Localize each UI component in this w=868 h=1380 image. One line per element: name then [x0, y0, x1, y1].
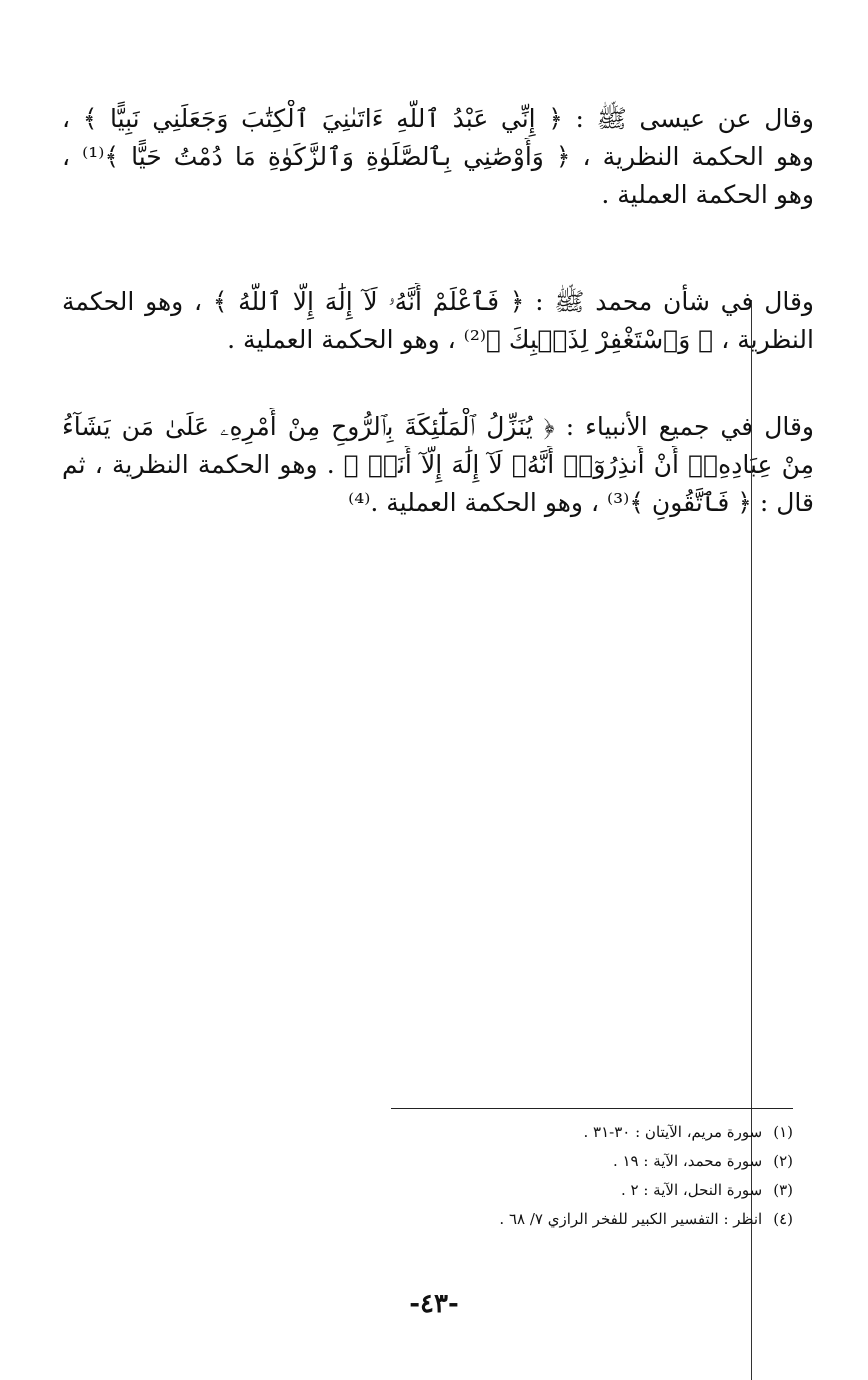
footnote-item: [391, 1147, 793, 1176]
text-line: وقال في شأن محمد ﷺ : ﴿ فَٱعْلَمْ أَنَّهُۥ لَآ إِلَٰهَ إِلَّا ٱللَّهُ ﴾ ، وهو الحكمة: [62, 287, 814, 316]
text-line: وهو الحكمة العملية .: [601, 180, 814, 209]
footnote-text: سورة محمد، الآية : ١٩ .: [612, 1152, 763, 1170]
footnote-item: [391, 1176, 793, 1205]
text-line: قال : ﴿ فَٱتَّقُونِ ﴾⁽³⁾ ، وهو الحكمة العملية .⁽⁴⁾: [348, 488, 814, 517]
footnote-separator: [391, 1108, 793, 1109]
footnote-number: (٣): [773, 1181, 793, 1199]
page-number: -٤٣-: [409, 1289, 459, 1319]
footnote-text: انظر : التفسير الكبير للفخر الرازي ٧/ ٦٨ .: [499, 1210, 763, 1228]
footnote-item: [391, 1205, 793, 1234]
footnote-number: (٤): [773, 1210, 793, 1228]
text-line: وهو الحكمة النظرية ، ﴿ وَأَوْصَٰنِي بِٱلصَّلَوٰةِ وَٱلزَّكَوٰةِ مَا دُمْتُ حَيًّا ﴾⁽¹⁾ ،: [62, 142, 814, 171]
paragraph-isa: [62, 100, 814, 214]
footnote-number: (٢): [773, 1152, 793, 1170]
footnotes: [391, 1118, 793, 1234]
text-line: وقال في جميع الأنبياء : ﴿ يُنَزِّلُ ٱلْمَلَٰٓئِكَةَ بِٱلرُّوحِ مِنْ أَمْرِهِۦ عَلَىٰ مَن يَشَآءُ: [62, 412, 814, 441]
footnote-text: سورة النحل، الآية : ٢ .: [620, 1181, 763, 1199]
footnote-text: سورة مريم، الآيتان : ٣٠-٣١ .: [583, 1123, 763, 1141]
paragraph-prophets: [62, 408, 814, 522]
text-line: مِنْ عِبَادِهِۦٓ أَنْ أَنذِرُوٓا۟ أَنَّهُۥ لَآ إِلَٰهَ إِلَّآ أَنَا۠ ﴾ . وهو الحكمة النظرية ، ثم: [62, 450, 814, 479]
footnote-number: (١): [773, 1123, 793, 1141]
text-line: وقال عن عيسى ﷺ : ﴿ إِنِّي عَبْدُ ٱللَّهِ ءَاتَىٰنِيَ ٱلْكِتَٰبَ وَجَعَلَنِي نَبِيًّا ﴾ ،: [62, 104, 814, 133]
text-line: النظرية ، ﴿ وَٱسْتَغْفِرْ لِذَنۢبِكَ ﴾⁽²⁾ ، وهو الحكمة العملية .: [227, 325, 814, 354]
paragraph-muhammad: [62, 283, 814, 359]
footnote-item: [391, 1118, 793, 1147]
